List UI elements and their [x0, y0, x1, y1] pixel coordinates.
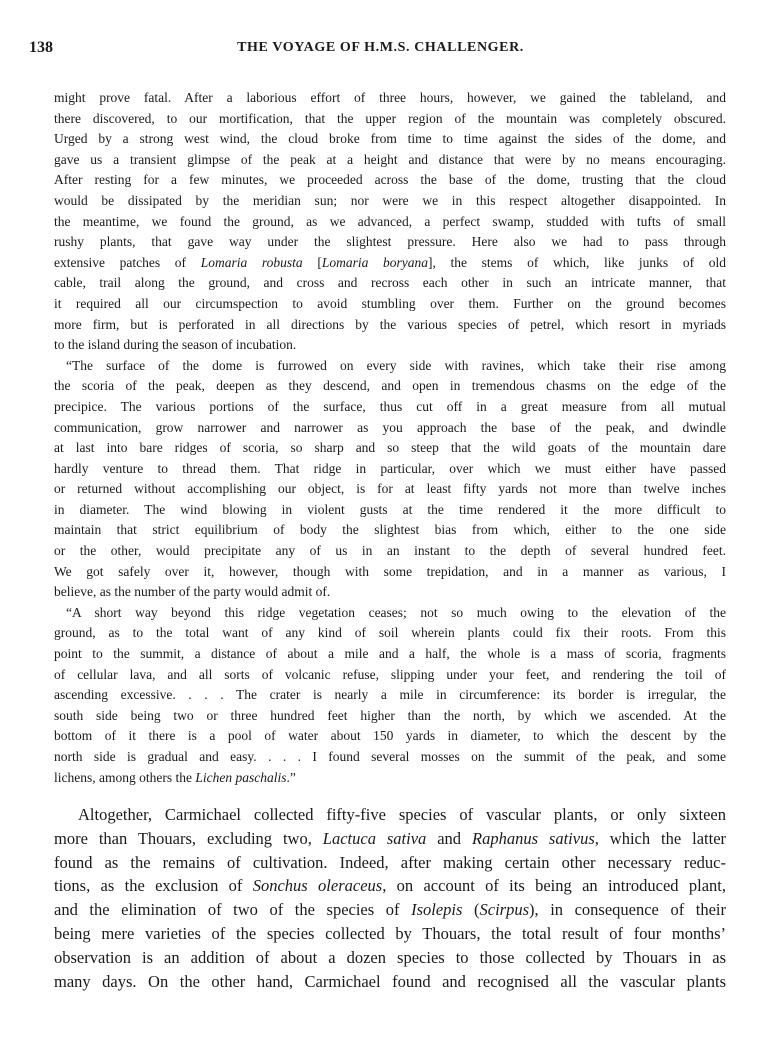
- text-line: point to the summit, a distance of about a mile and a half, the whole is a mass of scoria, fragments: [54, 646, 726, 662]
- species-name: Isolepis: [411, 900, 463, 920]
- text-run: and the elimination of two of the species of: [54, 900, 400, 920]
- text-line: Urged by a strong west wind, the cloud broke from time to time against the sides of the dome, and: [54, 131, 726, 147]
- text-line: in diameter. The wind blowing in violent gusts at the time rendered it the more difficult to: [54, 501, 726, 517]
- text-run: , on account of its being an introduced plant,: [382, 876, 726, 896]
- text-line: [54, 768, 726, 789]
- page-number: 138: [29, 39, 53, 56]
- text-run: ], the stems of which, like junks of old: [427, 254, 726, 270]
- text-line: [54, 874, 726, 898]
- text-run: tions, as the exclusion of: [54, 876, 243, 896]
- text-line: south side being two or three hundred feet higher than the north, by which we ascended. At the: [54, 707, 726, 723]
- text-line: or returned without accomplishing our object, is for at least fifty yards not more than twelve inches: [54, 481, 726, 497]
- text-run: more than Thouars, excluding two,: [54, 828, 312, 848]
- text-line: north side is gradual and easy. . . . I found several mosses on the summit of the peak, and some: [54, 749, 726, 764]
- text-line: of cellular lava, and all sorts of volcanic refuse, slipping under your feet, and rendering the toil of: [54, 666, 726, 682]
- text-line: might prove fatal. After a laborious effort of three hours, however, we gained the tableland, and: [54, 90, 726, 105]
- species-name: Lactuca sativa: [322, 828, 427, 848]
- text-line: it required all our circumspection to avoid stumbling over them. Further on the ground becomes: [54, 295, 726, 311]
- text-line: Altogether, Carmichael collected fifty-five species of vascular plants, or only sixteen: [78, 805, 726, 824]
- species-name: Lomaria robusta: [200, 254, 303, 270]
- body-paragraph: [54, 803, 726, 993]
- page-header: [29, 39, 732, 61]
- text-line: bottom of it there is a pool of water about 150 yards in diameter, to which the descent by the: [54, 728, 726, 744]
- text-run: .”: [286, 769, 296, 785]
- text-line: gave us a transient glimpse of the peak at a height and distance that were by no means encouraging.: [54, 151, 726, 167]
- text-line: [54, 898, 726, 922]
- text-line: believe, as the number of the party would admit of.: [54, 584, 331, 600]
- text-line: would be dissipated by the meridian sun; nor were we in this respect altogether disappointed. In: [54, 192, 726, 208]
- running-head: THE VOYAGE OF H.M.S. CHALLENGER.: [237, 40, 524, 55]
- text-line: ascending excessive. . . . The crater is nearly a mile in circumference: its border is irregular, the: [54, 687, 726, 703]
- text-line: more firm, but is perforated in all directions by the various species of petrel, which resort in myriads: [54, 316, 726, 332]
- species-name: Lomaria boryana: [321, 254, 428, 270]
- text-line: communication, grow narrower and narrower as you approach the base of the peak, and dwindle: [54, 419, 726, 435]
- text-run: , which the latter: [594, 828, 727, 848]
- text-line: ground, as to the total want of any kind of soil wherein plants could fix their roots. From this: [54, 625, 726, 641]
- text-line: “The surface of the dome is furrowed on every side with ravines, which take their rise among: [66, 357, 726, 373]
- text-line: or the other, would precipitate any of us in an instant to the depth of several hundred feet.: [54, 543, 726, 559]
- text-run: ), in consequence of their: [529, 900, 727, 920]
- text-line: many days. On the other hand, Carmichael found and recognised all the vascular plants: [54, 971, 726, 991]
- text-line: precipice. The various portions of the surface, thus cut off in a great measure from all mutual: [54, 398, 726, 414]
- text-run: [: [317, 254, 322, 270]
- text-run: lichens, among others the: [54, 769, 192, 785]
- text-line: hardly venture to thread them. That ridge in particular, over which we must either have passed: [54, 460, 726, 476]
- text-line: found as the remains of cultivation. Indeed, after making certain other necessary reduc-: [54, 852, 726, 872]
- text-line: the meantime, we found the ground, as we advanced, a perfect swamp, studded with tufts of small: [54, 213, 726, 229]
- text-line: [54, 827, 726, 851]
- species-name: Scirpus: [479, 900, 529, 920]
- text-run: (: [474, 900, 480, 920]
- species-name: Raphanus sativus: [471, 828, 595, 848]
- text-line: at last into bare ridges of scoria, so sharp and so steep that the wild goats of the mountain dare: [54, 440, 726, 456]
- species-name: Sonchus oleraceus: [252, 876, 383, 896]
- text-line: the scoria of the peak, deepen as they descend, and open in tremendous chasms on the edge of the: [54, 378, 726, 394]
- text-line: “A short way beyond this ridge vegetation ceases; not so much owing to the elevation of the: [66, 604, 726, 620]
- text-line: We got safely over it, however, though with some trepidation, and in a manner as various, I: [54, 563, 726, 579]
- text-line: being mere varieties of the species collected by Thouars, the total result of four months’: [54, 923, 726, 943]
- quoted-passage: [54, 88, 726, 788]
- text-line: maintain that strict equilibrium of body the slightest bias from which, either to the one side: [54, 522, 726, 538]
- species-name: Lichen paschalis: [195, 769, 287, 785]
- text-run: extensive patches of: [54, 254, 187, 270]
- text-line: cable, trail along the ground, and cross and recross each other in such an intricate manner, that: [54, 275, 726, 291]
- text-run: and: [437, 828, 462, 848]
- text-line: observation is an addition of about a dozen species to those collected by Thouars in as: [54, 947, 726, 967]
- text-line: to the island during the season of incubation.: [54, 337, 297, 353]
- text-line: rushy plants, that gave way under the slightest pressure. Here also we had to pass through: [54, 234, 726, 250]
- text-line: After resting for a few minutes, we proceeded across the base of the dome, trusting that the cloud: [54, 172, 726, 188]
- text-line: there discovered, to our mortification, that the upper region of the mountain was completely obscured.: [54, 110, 726, 126]
- text-line: [54, 253, 726, 274]
